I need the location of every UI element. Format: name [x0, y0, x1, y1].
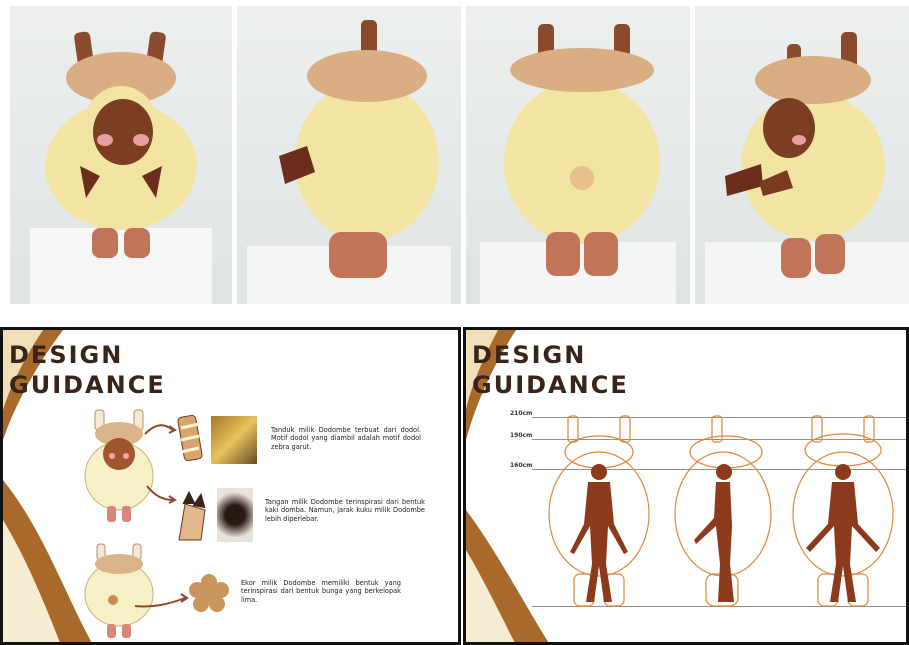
mascot-front-scale-figure: [544, 414, 654, 610]
hand-hoof-icon: [175, 490, 209, 542]
hand-description: Tangan milik Dodombe terinspirasi dari bentuk kaki domba. Namun, jarak kuku milik Dodombe lebih diperlebar.: [265, 498, 425, 523]
hoof-reference-photo: [217, 488, 253, 542]
flower-tail-icon: [189, 574, 229, 614]
horn-description: Tanduk milik Dodombe terbuat dari dodol. Motif dodol yang diambil adalah motif dodol zebra garut.: [271, 426, 421, 451]
height-label-160: 160cm: [510, 462, 533, 469]
page-title: DESIGN GUIDANCE: [9, 341, 166, 399]
height-label-190: 190cm: [510, 432, 533, 439]
photo-front: [10, 6, 232, 304]
design-guidance-panel-left: [0, 327, 461, 645]
photo-three-quarter: [695, 6, 909, 304]
mascot-side-scale-figure: [668, 414, 778, 610]
page-title: DESIGN GUIDANCE: [472, 341, 629, 399]
tail-description: Ekor milik Dodombe memiliki bentuk yang terinspirasi dari bentuk bunga yang berkelopak lima.: [241, 579, 401, 604]
horn-reference-photo: [211, 416, 257, 464]
horn-dodol-icon: [175, 414, 205, 464]
design-guidance-panel-right: [463, 327, 909, 645]
height-label-210: 210cm: [510, 410, 533, 417]
arrow-icon: [133, 590, 193, 610]
photo-side: [237, 6, 461, 304]
photo-back: [466, 6, 690, 304]
mascot-back-scale-figure: [788, 414, 898, 610]
